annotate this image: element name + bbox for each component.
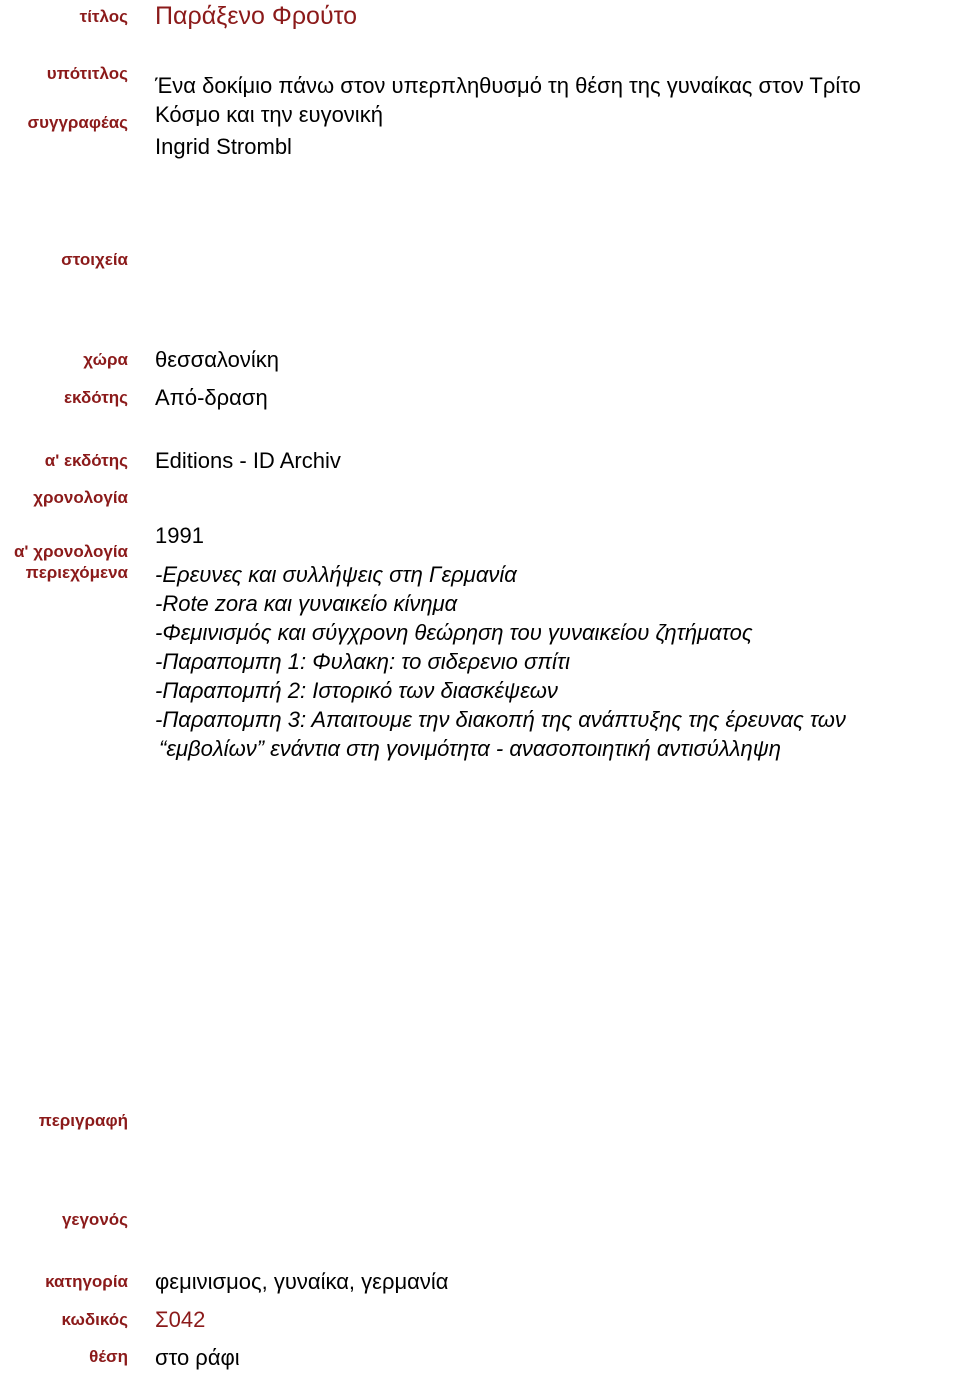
label-location: θέση [89, 1347, 128, 1366]
first-publisher-value: Editions - ID Archiv [155, 448, 341, 473]
book-title: Παράξενο Φρούτο [155, 2, 358, 30]
contents-item: -Παραπομπή 2: Ιστορικό των διασκέψεων [155, 678, 558, 703]
contents-item: -Φεμινισμός και σύγχρονη θεώρηση του γυναικείου ζητήματος [155, 620, 753, 645]
contents-item: -Παραπομπη 1: Φυλακη: το σιδερενιο σπίτι [155, 649, 571, 674]
author-value: Ingrid Strombl [155, 134, 292, 159]
label-country: χώρα [83, 350, 128, 369]
code-value: Σ042 [155, 1307, 206, 1332]
contents-item: -Ερευνες και συλλήψεις στη Γερμανία [155, 562, 517, 587]
country-value: θεσσαλονίκη [155, 347, 279, 372]
category-value: φεμινισμος, γυναίκα, γερμανία [155, 1269, 449, 1294]
subtitle-line-2: Κόσμο και την ευγονική [155, 102, 383, 127]
subtitle-line-1: Ένα δοκίμιο πάνω στον υπερπληθυσμό τη θέση της γυναίκας στον Τρίτο [155, 73, 861, 98]
contents-item: “εμβολίων” ενάντια στη γονιμότητα - ανασοποιητική αντισύλληψη [159, 736, 781, 761]
label-subtitle: υπότιτλος [46, 64, 128, 83]
label-first-chronology: α' χρονολογία [13, 542, 128, 561]
label-chronology: χρονολογία [33, 488, 128, 507]
label-description: περιγραφή [38, 1111, 128, 1130]
label-details: στοιχεία [61, 250, 128, 269]
contents-item: -Παραπομπη 3: Απαιτουμε την διακοπή της ανάπτυξης της έρευνας των [155, 707, 846, 732]
label-event: γεγονός [61, 1210, 128, 1229]
publisher-value: Από-δραση [155, 385, 268, 410]
label-author: συγγραφέας [27, 113, 128, 132]
label-title: τίτλος [79, 7, 128, 26]
first-chronology-value: 1991 [155, 523, 204, 548]
contents-list [155, 560, 846, 763]
label-publisher: εκδότης [63, 388, 128, 407]
location-value: στο ράφι [155, 1345, 240, 1370]
label-contents: περιεχόμενα [25, 563, 128, 582]
label-category: κατηγορία [45, 1272, 128, 1291]
label-code: κωδικός [61, 1310, 128, 1329]
label-first-publisher: α' εκδότης [44, 451, 128, 470]
contents-item: -Rote zora και γυναικείο κίνημα [155, 591, 458, 616]
